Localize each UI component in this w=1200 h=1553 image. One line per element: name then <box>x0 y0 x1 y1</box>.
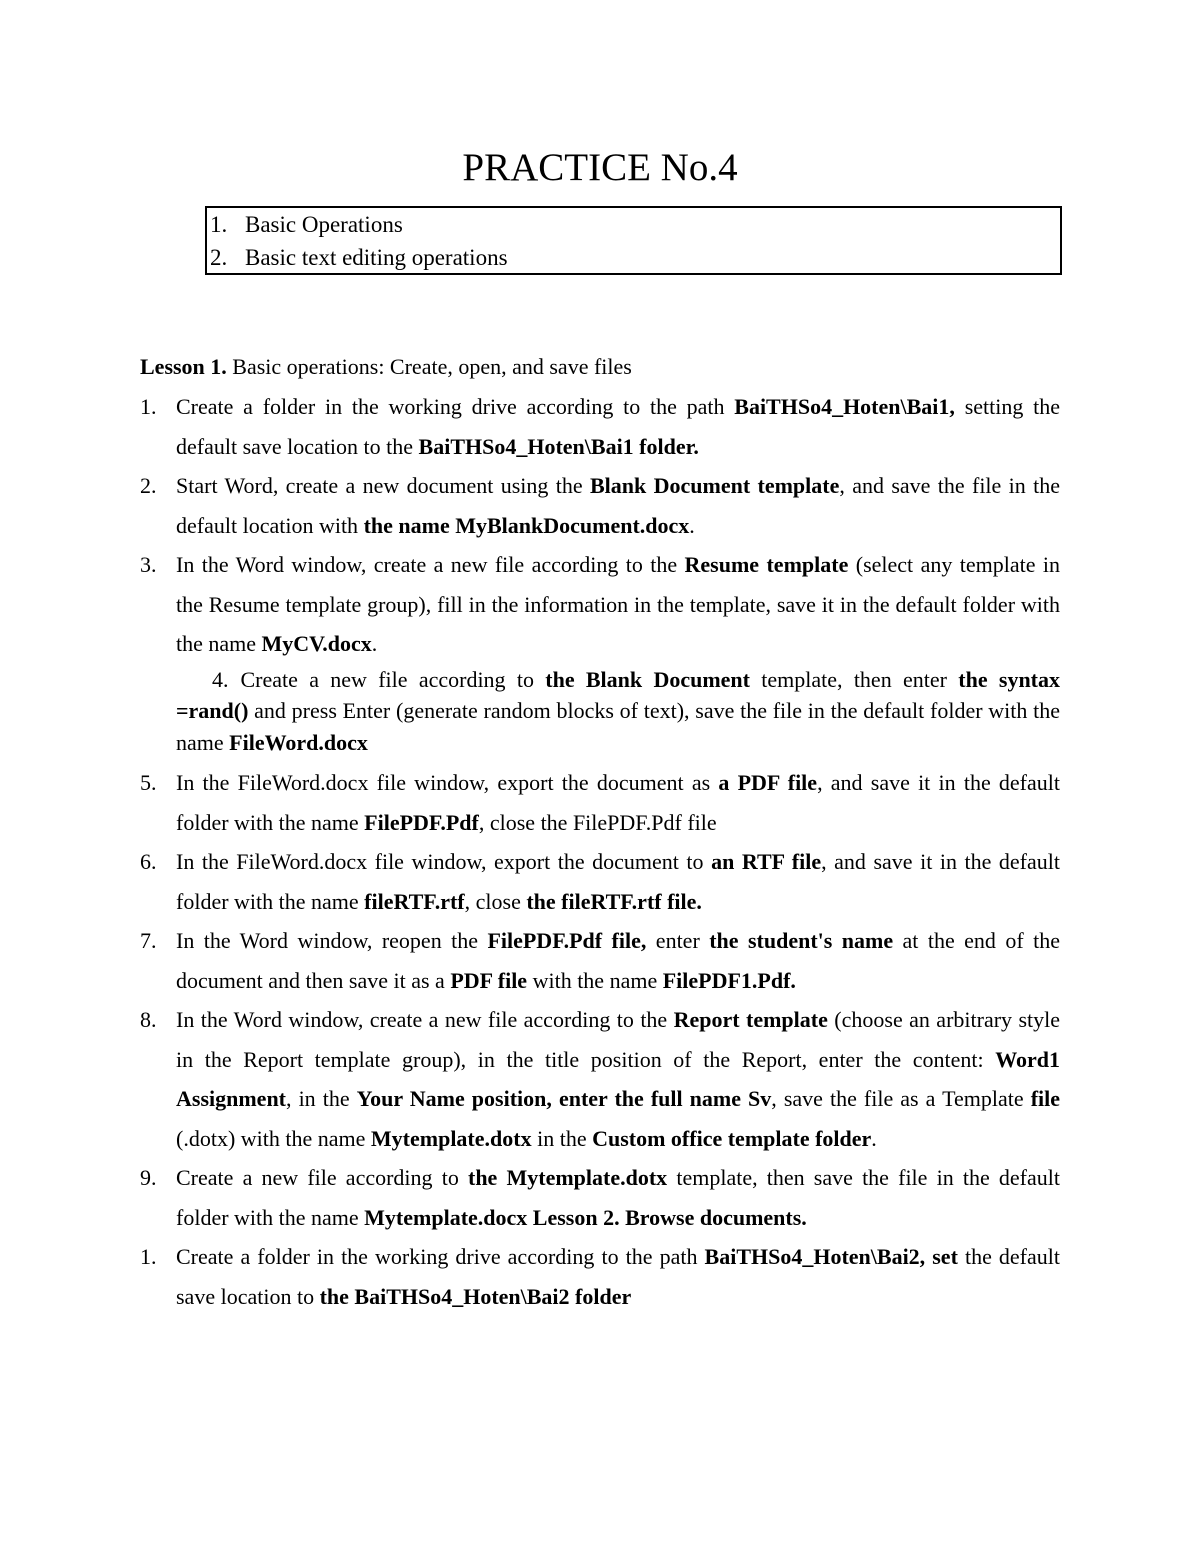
lesson-1-heading <box>140 347 1060 387</box>
text: In the FileWord.docx file window, export the document to <box>176 849 712 874</box>
bold-text: FilePDF.Pdf <box>364 809 479 835</box>
bold-text: PDF file <box>450 967 528 993</box>
bold-text: Mytemplate.dotx <box>370 1125 532 1151</box>
bold-text: FileWord.docx <box>229 729 368 755</box>
bold-text: fileRTF.rtf <box>364 888 465 914</box>
list-item-number: 2. <box>140 473 157 498</box>
contents-item-label: Basic text editing operations <box>245 245 508 270</box>
bold-text: MyCV.docx <box>261 631 372 656</box>
page-title: PRACTICE No.4 <box>462 146 738 189</box>
list-item <box>140 1000 1060 1158</box>
bold-text: BaiTHSo4_Hoten\Bai1, <box>734 394 955 419</box>
text: template, then save the file in the default folder with the name <box>176 1165 1061 1230</box>
list-item-number: 9. <box>140 1165 157 1190</box>
bold-text: Blank Document template <box>590 473 840 498</box>
text: , in the <box>286 1086 357 1111</box>
text: (.dotx) with the name <box>176 1125 371 1151</box>
list-item-number: 4. <box>212 666 229 692</box>
lesson-2-list <box>140 1237 1060 1316</box>
text: Create a folder in the working drive according to the path <box>176 1244 705 1269</box>
bold-text: an RTF file <box>711 849 822 874</box>
bold-text: Your Name position, enter the full name Sv <box>356 1086 772 1111</box>
text: In the FileWord.docx file window, export the document as <box>176 770 719 795</box>
text: In the Word window, reopen the <box>176 928 488 953</box>
bold-text: Mytemplate.docx Lesson 2. Browse documents. <box>364 1204 807 1230</box>
list-item-number: 1. <box>140 394 157 419</box>
bold-text: BaiTHSo4_Hoten\Bai2, set <box>704 1244 958 1269</box>
text: Create a new file according to <box>240 666 546 692</box>
bold-text: the Blank Document <box>545 666 750 692</box>
text: at the end of the document and then save it as a <box>176 928 1061 993</box>
bold-text: the syntax =rand() <box>176 666 1061 723</box>
bold-text: Resume template <box>684 552 849 577</box>
text: (choose an arbitrary style in the Report template group), in the title position of the Report, enter the content: <box>176 1007 1060 1072</box>
lesson-1-heading-text: Basic operations: Create, open, and save files <box>226 354 632 379</box>
bold-text: the name MyBlankDocument.docx <box>363 512 690 538</box>
text: Start Word, create a new document using the <box>176 473 590 498</box>
text: with the name <box>527 967 663 993</box>
document-body <box>140 347 1060 1316</box>
text: . <box>371 631 378 656</box>
list-item-number: 1. <box>140 1244 157 1269</box>
text: Create a folder in the working drive according to the path <box>176 394 735 419</box>
list-item <box>140 545 1060 664</box>
list-item <box>140 1158 1060 1237</box>
lesson-1-heading-bold: Lesson 1. <box>140 354 227 379</box>
bold-text: the BaiTHSo4_Hoten\Bai2 folder <box>319 1283 632 1309</box>
text: , close the FilePDF.Pdf file <box>478 809 717 835</box>
list-item <box>140 387 1060 466</box>
text: enter <box>646 928 710 953</box>
text: . <box>871 1125 877 1151</box>
list-item <box>140 921 1060 1000</box>
list-item-number: 8. <box>140 1007 157 1032</box>
bold-text: file <box>1030 1086 1061 1111</box>
list-item <box>140 664 1060 759</box>
text: , close <box>464 888 527 914</box>
list-item <box>140 466 1060 545</box>
text: , and save it in the default folder with the name <box>176 849 1060 914</box>
text: in the <box>531 1125 593 1151</box>
bold-text: the student's name <box>709 928 894 953</box>
text: In the Word window, create a new file according to the <box>176 552 685 577</box>
bold-text: the Mytemplate.dotx <box>468 1165 668 1190</box>
list-item-number: 5. <box>140 770 157 795</box>
text: and press Enter (generate random blocks of text), save the file in the default folder with the name <box>176 698 1060 755</box>
bold-text: Word1 Assignment <box>176 1046 1060 1111</box>
text: (select any template in the Resume template group), fill in the information in the template, save it in the default folder with the name <box>176 552 1060 656</box>
bold-text: FilePDF1.Pdf. <box>662 967 796 993</box>
text: In the Word window, create a new file according to the <box>176 1007 674 1032</box>
bold-text: the fileRTF.rtf file. <box>526 888 702 914</box>
text: the default save location to <box>176 1244 1060 1309</box>
list-item <box>140 763 1060 842</box>
text: , and save the file in the default location with <box>176 473 1060 538</box>
list-item <box>140 842 1060 921</box>
text: . <box>689 512 695 538</box>
lesson-1-list <box>140 387 1060 1237</box>
text: setting the default save location to the <box>176 394 1060 459</box>
list-item-number: 3. <box>140 552 157 577</box>
text: template, then enter <box>749 666 959 692</box>
bold-text: FilePDF.Pdf file, <box>487 928 647 953</box>
contents-item-label: Basic Operations <box>245 212 403 237</box>
list-item-number: 6. <box>140 849 157 874</box>
bold-text: a PDF file <box>718 770 818 795</box>
text: , save the file as a Template <box>771 1086 1031 1111</box>
bold-text: Report template <box>673 1007 828 1032</box>
text: Create a new file according to <box>176 1165 468 1190</box>
contents-box <box>205 206 1062 275</box>
contents-item <box>207 241 1060 274</box>
list-item <box>140 1237 1060 1316</box>
contents-item-number: 1. <box>210 212 228 237</box>
contents-item <box>207 208 1060 241</box>
text: , and save it in the default folder with the name <box>176 770 1061 835</box>
list-item-number: 7. <box>140 928 157 953</box>
contents-item-number: 2. <box>210 245 228 270</box>
bold-text: Custom office template folder <box>592 1125 872 1151</box>
bold-text: BaiTHSo4_Hoten\Bai1 folder. <box>418 433 699 459</box>
